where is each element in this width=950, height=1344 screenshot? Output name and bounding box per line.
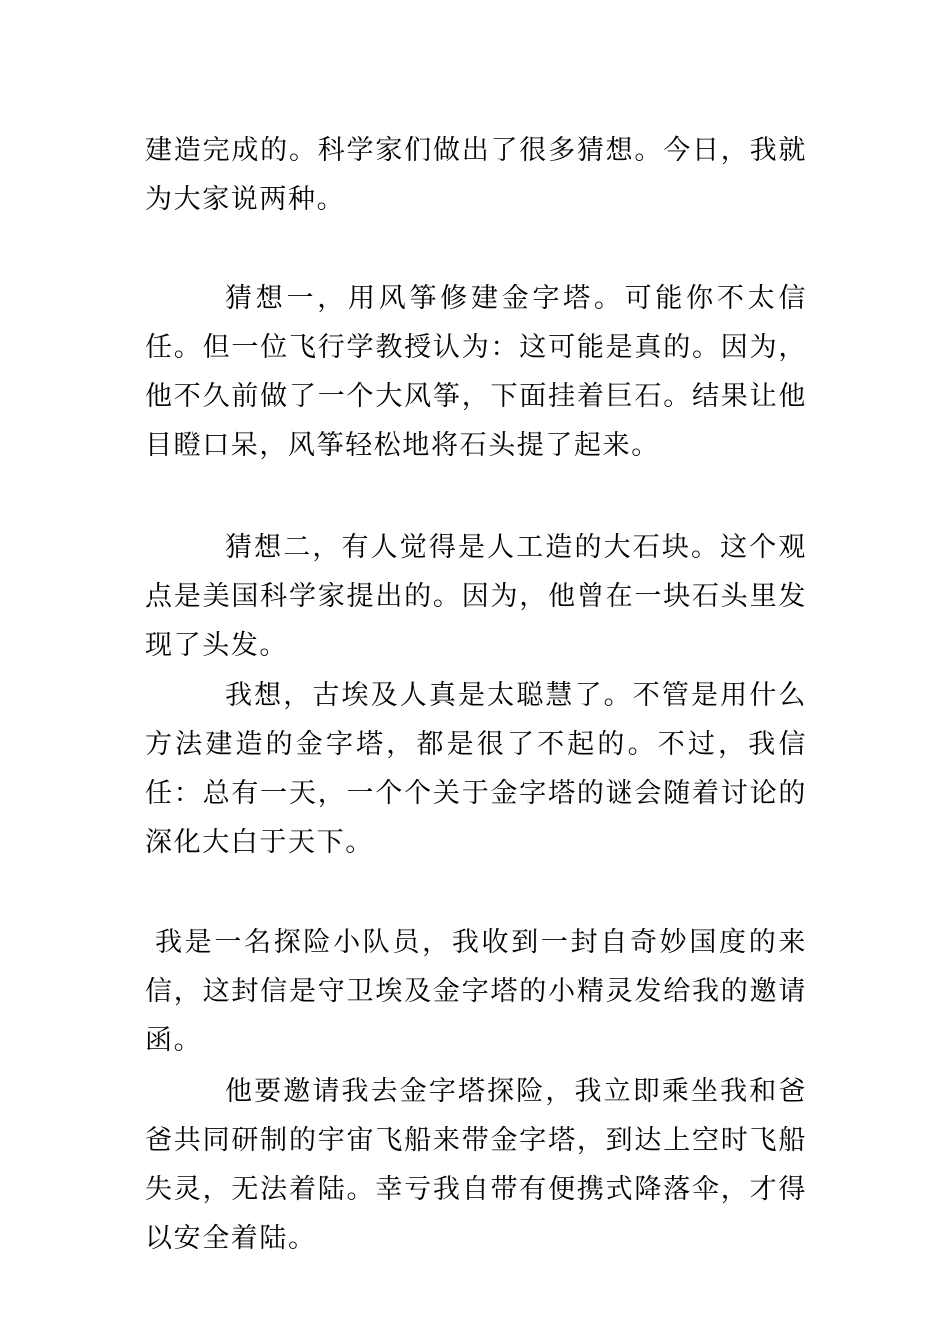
paragraph-conclusion: 我想，古埃及人真是太聪慧了。不管是用什么方法建造的金字塔，都是很了不起的。不过，我信任：总有一天，一个个关于金字塔的谜会随着讨论的深化大白于天下。: [145, 680, 807, 858]
paragraph-explorer-letter: 我是一名探险小队员，我收到一封自奇妙国度的来信，这封信是守卫埃及金字塔的小精灵发给我的邀请函。: [145, 927, 807, 1056]
paragraph-guess-one: 猜想一，用风筝修建金字塔。可能你不太信任。但一位飞行学教授认为：这可能是真的。因为，他不久前做了一个大风筝，下面挂着巨石。结果让他目瞪口呆，风筝轻松地将石头提了起来。: [145, 283, 807, 461]
paragraph-guess-two: 猜想二，有人觉得是人工造的大石块。这个观点是美国科学家提出的。因为，他曾在一块石头里发现了头发。: [145, 532, 807, 661]
paragraph-intro-continuation: 建造完成的。科学家们做出了很多猜想。今日，我就为大家说两种。: [145, 135, 807, 215]
paragraph-spaceship-journey: 他要邀请我去金字塔探险，我立即乘坐我和爸爸共同研制的宇宙飞船来带金字塔，到达上空时飞船失灵，无法着陆。幸亏我自带有便携式降落伞，才得以安全着陆。: [145, 1076, 807, 1254]
